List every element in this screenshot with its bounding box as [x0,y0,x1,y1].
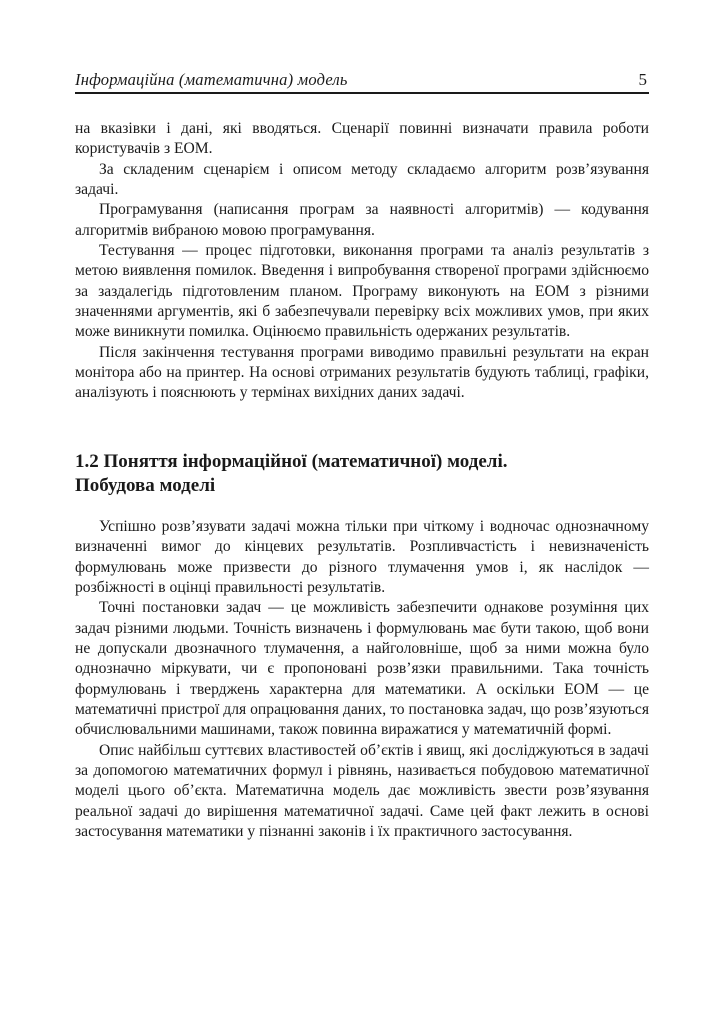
paragraph-precise-requirements: Успішно розв’язувати задачі можна тільки при чіткому і водночас однозначному визначенні вимог до кінцевих результатів. Розпливчастість і невизначеність формулювань може призвести до різного тлумачення умов і, як наслідок — розбіжності в оцінці правильності результатів. [75,518,649,597]
running-title: Інформаційна (математична) модель [75,70,348,89]
section-heading-line-1: 1.2 Поняття інформаційної (математичної) моделі. [75,451,508,472]
paragraph-testing: Тестування — процес підготовки, виконання програми та аналіз результатів з метою виявлення помилок. Введення і випробування створеної програми здійснюємо за заздалегідь підготовленим планом. Програму виконують на ЕОМ з різними значеннями аргументів, які б забезпечували перевірку всіх можливих умов, при яких може виникнути помилка. Оцінюємо правильність одержаних результатів. [75,242,649,341]
section-heading [75,450,649,498]
paragraph-algorithm: За складеним сценарієм і описом методу складаємо алгоритм розв’язування задачі. [75,160,649,199]
paragraph-exact-statements: Точні постановки задач — це можливість забезпечити однакове розуміння цих задач різними людьми. Точність визначень і формулювань має бути такою, щоб вони не допускали двозначного тлумачення, а найголовніше, щоб за ними можна було однозначно міркувати, чи є пропоновані розв’язки правильними. Така точність формулювань і тверджень характерна для математики. А оскільки ЕОМ — це математичні пристрої для опрацювання даних, то постановка задач, що розв’язуються обчислювальними машинами, також повинна виражатися у математичній формі. [75,599,649,739]
section-heading-line-2: Побудова моделі [75,475,216,496]
running-header [75,70,649,94]
paragraph-continuation: на вказівки і дані, які вводяться. Сценарії повинні визначати правила роботи користувачів з ЕОМ. [75,120,649,158]
paragraph-math-model: Опис найбільш суттєвих властивостей об’єктів і явищ, які досліджуються в задачі за допомогою математичних формул і рівнянь, називається побудовою математичної моделі цього об’єкта. Математична модель дає можливість звести розв’язування реальної задачі до вирішення математичної задачі. Саме цей факт лежить в основі застосування математики у пізнанні законів і їх практичного застосування. [75,741,649,841]
paragraph-results: Після закінчення тестування програми виводимо правильні результати на екран монітора або на принтер. На основі отриманих результатів будують таблиці, графіки, аналізують і пояснюють у термінах вихідних даних задачі. [75,343,649,402]
paragraph-programming: Програмування (написання програм за наявності алгоритмів) — кодування алгоритмів вибраною мовою програмування. [75,201,649,239]
upper-text-block [75,119,649,404]
page-number: 5 [638,70,647,89]
lower-text-block [75,517,649,843]
